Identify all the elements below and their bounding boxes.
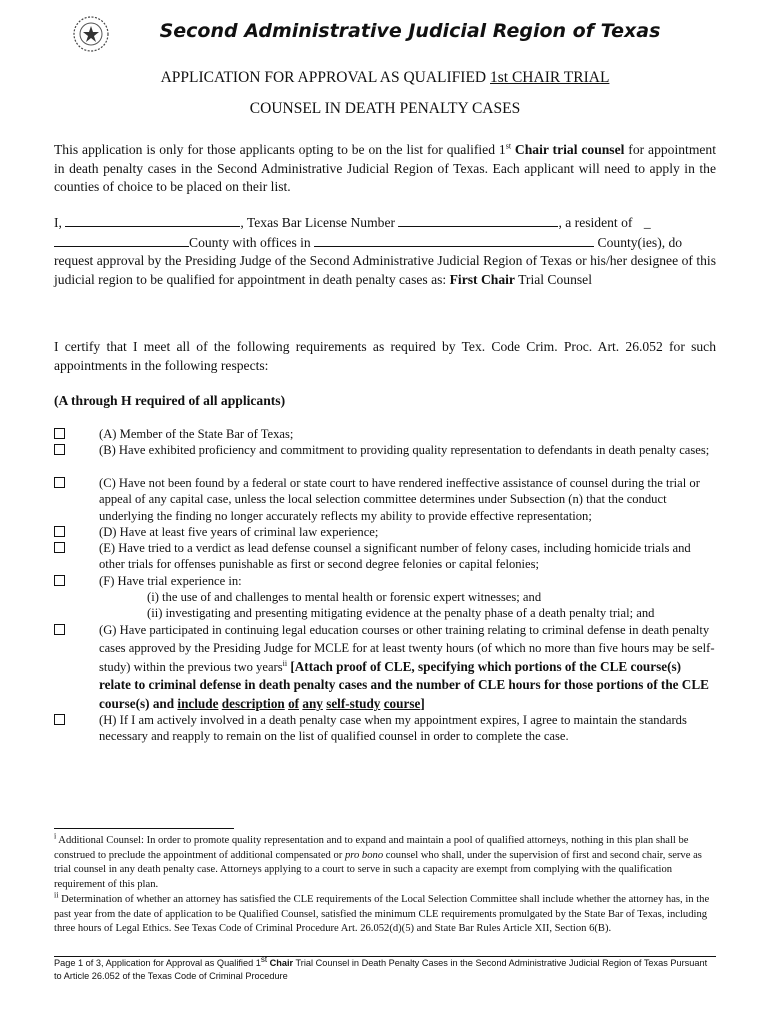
certify-statement: I certify that I meet all of the following requirements as required by Tex. Code Crim. Proc. Art. 26.052 for such appointments in the following respects:	[54, 339, 716, 373]
applicant-name-field[interactable]	[65, 213, 240, 227]
footnote-2: $^{ii}$ Determination of whether an attorney has satisfied the CLE requirements of the Local Selection Committee shall include whether the attorney has, in the past year from the date of application to be Qualified Counsel, satisfied the minimum CLE requirements promulgated by the State Bar of Texas, including three hours of Legal Ethics. See Texas Code of Criminal Procedure Art. 26.052(d)(5) and State Bar Rules Article XII, Section 6(B).	[54, 890, 710, 934]
requirement-e: (E) Have tried to a verdict as lead defense counsel a significant number of felony cases, including homicide trials and other trials for offenses punishable as first or second degree felonies or capital felonies;	[99, 541, 691, 572]
checkbox-b[interactable]	[54, 444, 65, 455]
checkbox-g[interactable]	[54, 624, 65, 635]
footnote-divider	[54, 828, 234, 829]
checkbox-d[interactable]	[54, 526, 65, 537]
checkbox-h[interactable]	[54, 714, 65, 725]
requirement-g: (G) Have participated in continuing legal education courses or other training relating to criminal defense in death penalty cases approved by the Presiding Judge for MCLE for at least twenty hours (of which no more than five hours may be self-study) within the previous two years$^{ii}$ [Attach proof of CLE, specifying which portions of the CLE course(s) relate to criminal defense in death penalty cases and the number of CLE hours for those portions of the CLE course(s) and include description of any self-study course]	[99, 623, 715, 712]
intro-paragraph: This application is only for those applicants opting to be on the list for qualified 1st Chair trial counsel for appointment in death penalty cases in the Second Administrative Judicial Region of Texas. Each applicant will need to apply in the counties of choice to be placed on their list.	[54, 141, 717, 194]
requirement-h: (H) If I am actively involved in a death penalty case when my appointment expires, I agree to maintain the standards necessary and reapply to remain on the list of qualified counsel in order to complete the case.	[99, 713, 687, 744]
requirement-f-i: (i) the use of and challenges to mental health or forensic expert witnesses; and	[147, 590, 542, 604]
county-field[interactable]	[54, 233, 189, 247]
footnote-1: $^i$ Additional Counsel: In order to promote quality representation and to expand and maintain a pool of qualified attorneys, nothing in this plan shall be construed to preclude the appointment of additional compensated or pro bono counsel who shall, under the supervision of first and second chair, serve as trial counsel in any death penalty case. Attorneys applying to a court to serve in such a capacity are exempt from complying with the qualification requirement of this plan.	[54, 831, 702, 890]
requirement-d: (D) Have at least five years of criminal law experience;	[99, 525, 379, 539]
offices-county-field[interactable]	[314, 233, 594, 247]
requirement-a: (A) Member of the State Bar of Texas;	[99, 427, 294, 441]
requirement-c: (C) Have not been found by a federal or state court to have rendered ineffective assistance of counsel during the trial or appeal of any capital case, unless the local selection committee determines under Subsection (n) that the conduct underlying the finding no longer accurately reflects my ability to provide effective representation;	[99, 476, 700, 523]
application-title: APPLICATION FOR APPROVAL AS QUALIFIED 1st CHAIR TRIAL COUNSEL IN DEATH PENALTY CASES	[160, 69, 610, 117]
checkbox-c[interactable]	[54, 477, 65, 488]
requirement-b: (B) Have exhibited proficiency and commitment to providing quality representation to defendants in death penalty cases;	[99, 443, 710, 457]
region-title: Second Administrative Judicial Region of Texas	[159, 20, 661, 42]
applicant-statement: I, , Texas Bar License Number , a resident of _ County with offices in County(ies), do request approval by the Presiding Judge of the Second Administrative Judicial Region of Texas or his/her designee of this judicial region to be qualified for appointment in death penalty cases as: First Chair Trial Counsel	[54, 215, 716, 287]
checkbox-a[interactable]	[54, 428, 65, 439]
page-footer: Page 1 of 3, Application for Approval as Qualified 1st Chair Trial Counsel in Death Penalty Cases in the Second Administrative Judicial Region of Texas Pursuant to Article 26.052 of the Texas Code of Criminal Procedure	[54, 954, 708, 981]
checkbox-e[interactable]	[54, 542, 65, 553]
checkbox-f[interactable]	[54, 575, 65, 586]
requirement-f-ii: (ii) investigating and presenting mitigating evidence at the penalty phase of a death penalty trial; and	[147, 606, 655, 620]
requirement-f: (F) Have trial experience in:	[99, 574, 242, 588]
bar-license-field[interactable]	[398, 213, 558, 227]
requirements-heading: (A through H required of all applicants)	[54, 393, 286, 408]
